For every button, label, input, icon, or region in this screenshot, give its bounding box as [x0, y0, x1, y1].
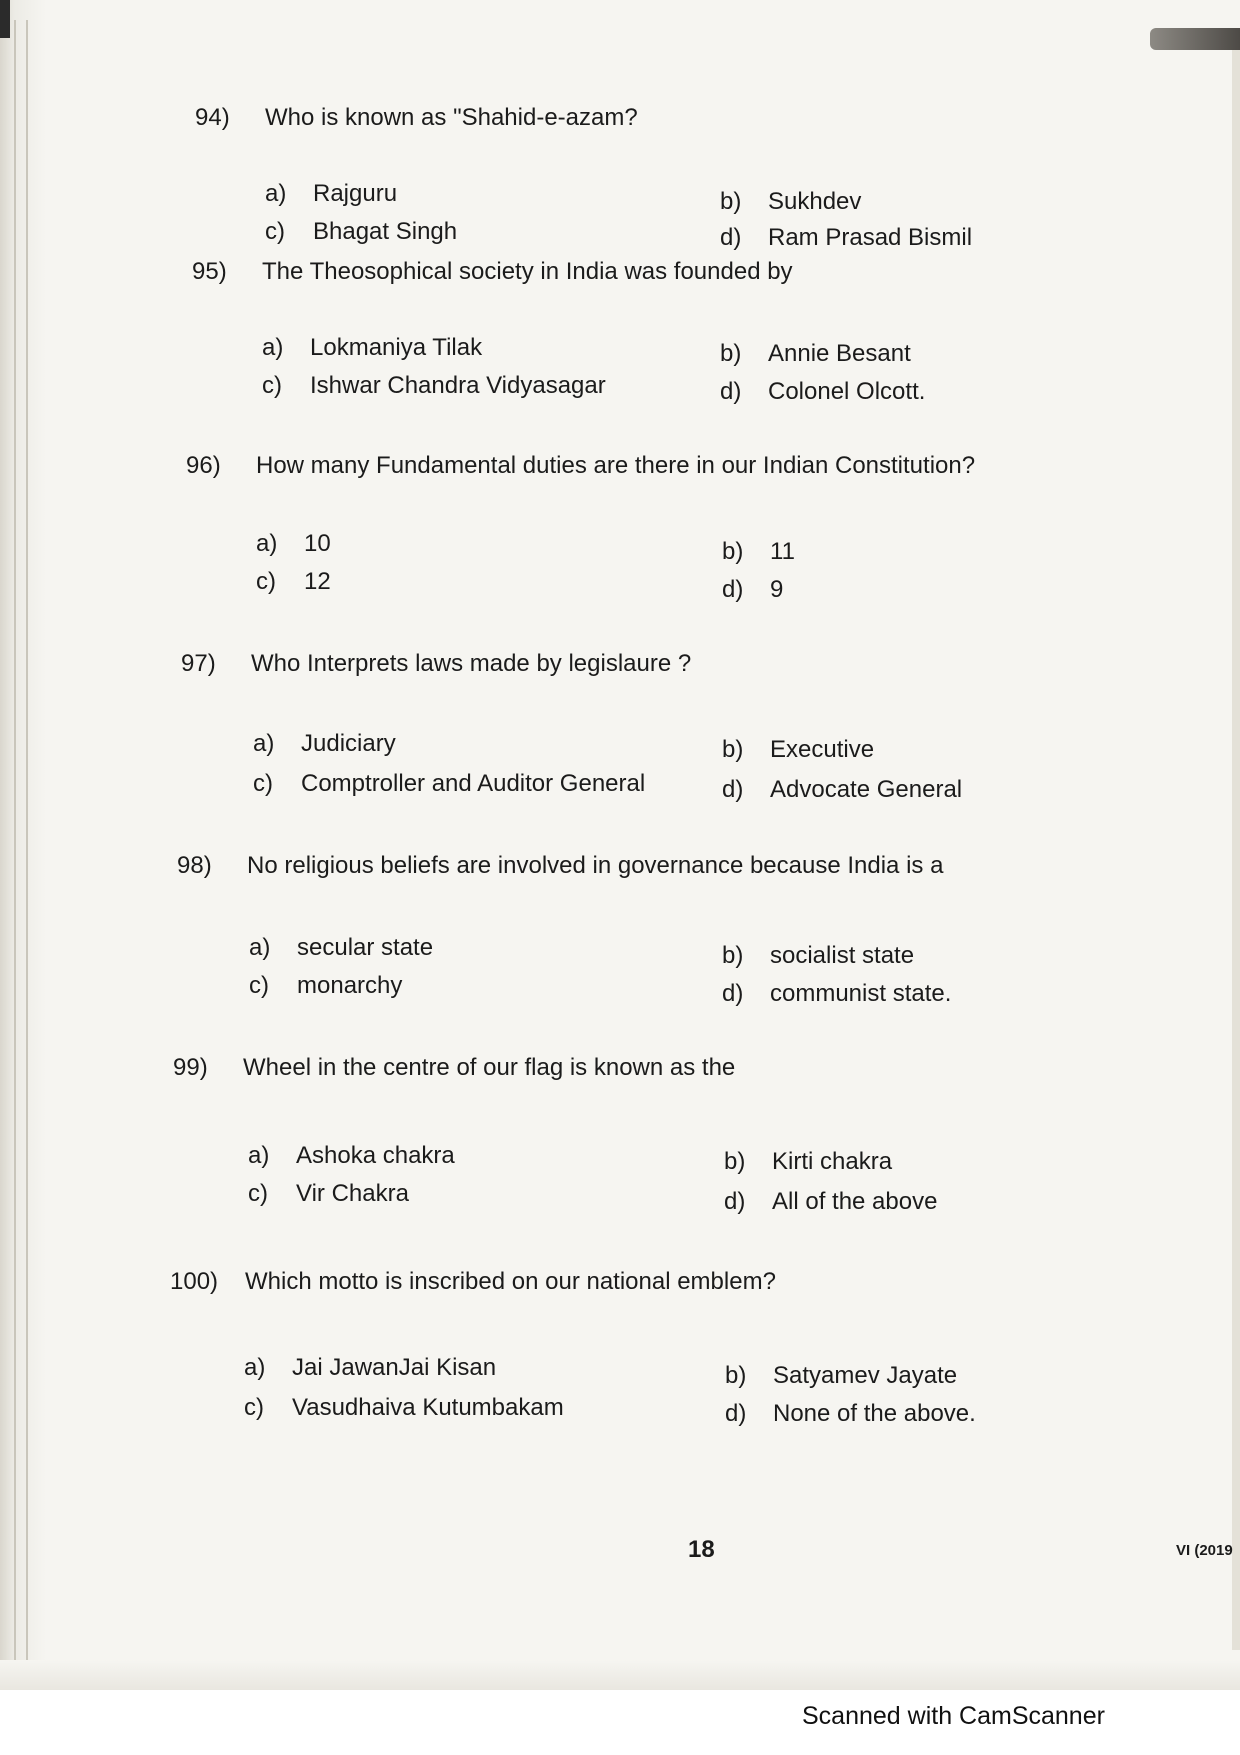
question-text: Wheel in the centre of our flag is known as the [243, 1054, 736, 1081]
option-d [725, 1400, 976, 1428]
option-text: Lokmaniya Tilak [310, 334, 483, 361]
question-number: 100) [170, 1268, 219, 1295]
question-96 [186, 452, 1186, 602]
option-c [244, 1394, 564, 1422]
option-letter: d) [720, 224, 742, 251]
option-text: Vir Chakra [296, 1180, 409, 1207]
option-b [722, 538, 795, 566]
option-letter: d) [722, 980, 744, 1007]
option-a [256, 530, 331, 558]
option-letter: c) [253, 770, 273, 797]
option-a [244, 1354, 496, 1382]
option-text: None of the above. [773, 1400, 976, 1427]
question-text: Who is known as "Shahid-e-azam? [265, 104, 638, 131]
option-text: Jai JawanJai Kisan [292, 1354, 497, 1381]
option-text: Advocate General [770, 776, 963, 803]
option-b [725, 1362, 957, 1390]
option-letter: a) [253, 730, 275, 757]
option-text: 11 [770, 538, 795, 565]
option-text: socialist state [770, 942, 915, 969]
option-c [253, 770, 645, 798]
option-letter: b) [725, 1362, 747, 1389]
option-letter: c) [248, 1180, 268, 1207]
option-letter: b) [722, 538, 744, 565]
option-letter: b) [722, 736, 744, 763]
option-text: Judiciary [301, 730, 396, 757]
option-letter: d) [725, 1400, 747, 1427]
option-letter: c) [249, 972, 269, 999]
option-letter: c) [265, 218, 285, 245]
page-tab [1150, 28, 1240, 50]
option-text: 9 [770, 576, 784, 603]
question-94 [195, 104, 1195, 254]
option-c [249, 972, 402, 1000]
option-d [722, 576, 783, 604]
question-text: Who Interprets laws made by legislaure ? [251, 650, 692, 677]
scanner-watermark: Scanned with CamScanner [802, 1702, 1105, 1730]
option-text: Annie Besant [768, 340, 911, 367]
option-d [722, 776, 962, 804]
option-c [256, 568, 331, 596]
option-b [724, 1148, 892, 1176]
option-c [262, 372, 606, 400]
option-letter: c) [256, 568, 276, 595]
question-number: 95) [192, 258, 227, 285]
question-99 [173, 1054, 1173, 1215]
question-97 [181, 650, 1181, 803]
option-text: Sukhdev [768, 188, 862, 215]
question-98 [177, 852, 1177, 1007]
option-text: Bhagat Singh [313, 218, 458, 245]
option-text: Comptroller and Auditor General [301, 770, 646, 797]
option-letter: a) [244, 1354, 266, 1381]
option-letter: d) [722, 576, 744, 603]
question-number: 97) [181, 650, 216, 677]
option-letter: d) [720, 378, 742, 405]
option-text: communist state. [770, 980, 952, 1007]
option-a [249, 934, 433, 962]
option-letter: a) [265, 180, 287, 207]
option-text: 12 [304, 568, 331, 595]
option-d [720, 378, 925, 406]
option-text: Ram Prasad Bismil [768, 224, 973, 251]
option-text: All of the above [772, 1188, 938, 1215]
option-letter: b) [722, 942, 744, 969]
option-text: Satyamev Jayate [773, 1362, 958, 1389]
binding-line [14, 20, 16, 1660]
page-number: 18 [688, 1536, 715, 1563]
option-d [720, 224, 972, 252]
page-bottom-shadow [0, 1660, 1240, 1690]
option-text: Executive [770, 736, 875, 763]
option-letter: a) [248, 1142, 270, 1169]
option-b [722, 736, 874, 764]
option-letter: d) [722, 776, 744, 803]
option-d [722, 980, 951, 1008]
option-letter: c) [244, 1394, 264, 1421]
option-letter: b) [724, 1148, 746, 1175]
option-text: Vasudhaiva Kutumbakam [292, 1394, 564, 1421]
option-a [248, 1142, 455, 1170]
question-text: How many Fundamental duties are there in our Indian Constitution? [256, 452, 976, 479]
option-text: Kirti chakra [772, 1148, 893, 1175]
option-letter: c) [262, 372, 282, 399]
question-text: Which motto is inscribed on our national emblem? [245, 1268, 776, 1295]
option-text: Ashoka chakra [296, 1142, 455, 1169]
question-number: 98) [177, 852, 212, 879]
option-a [265, 180, 397, 208]
option-letter: a) [256, 530, 278, 557]
option-b [720, 188, 861, 216]
option-text: Ishwar Chandra Vidyasagar [310, 372, 606, 399]
option-letter: b) [720, 188, 742, 215]
option-text: 10 [304, 530, 331, 557]
binding-line [26, 20, 28, 1660]
option-text: secular state [297, 934, 434, 961]
document-code: VI (2019 [1176, 1542, 1233, 1559]
option-a [262, 334, 482, 362]
option-a [253, 730, 396, 758]
question-number: 94) [195, 104, 230, 131]
question-number: 96) [186, 452, 221, 479]
corner-mark [0, 0, 10, 38]
option-letter: b) [720, 340, 742, 367]
option-text: monarchy [297, 972, 403, 999]
option-b [720, 340, 911, 368]
question-text: No religious beliefs are involved in governance because India is a [247, 852, 944, 879]
option-text: Rajguru [313, 180, 398, 207]
option-c [265, 218, 457, 246]
page-right-edge [1232, 50, 1240, 1650]
question-text: The Theosophical society in India was founded by [262, 258, 793, 285]
binding-edge [0, 0, 46, 1690]
option-text: Colonel Olcott. [768, 378, 926, 405]
option-d [724, 1188, 937, 1216]
option-letter: a) [262, 334, 284, 361]
question-number: 99) [173, 1054, 208, 1081]
option-c [248, 1180, 409, 1208]
question-100 [170, 1268, 1170, 1427]
option-b [722, 942, 914, 970]
question-95 [192, 258, 1192, 408]
option-letter: d) [724, 1188, 746, 1215]
option-letter: a) [249, 934, 271, 961]
